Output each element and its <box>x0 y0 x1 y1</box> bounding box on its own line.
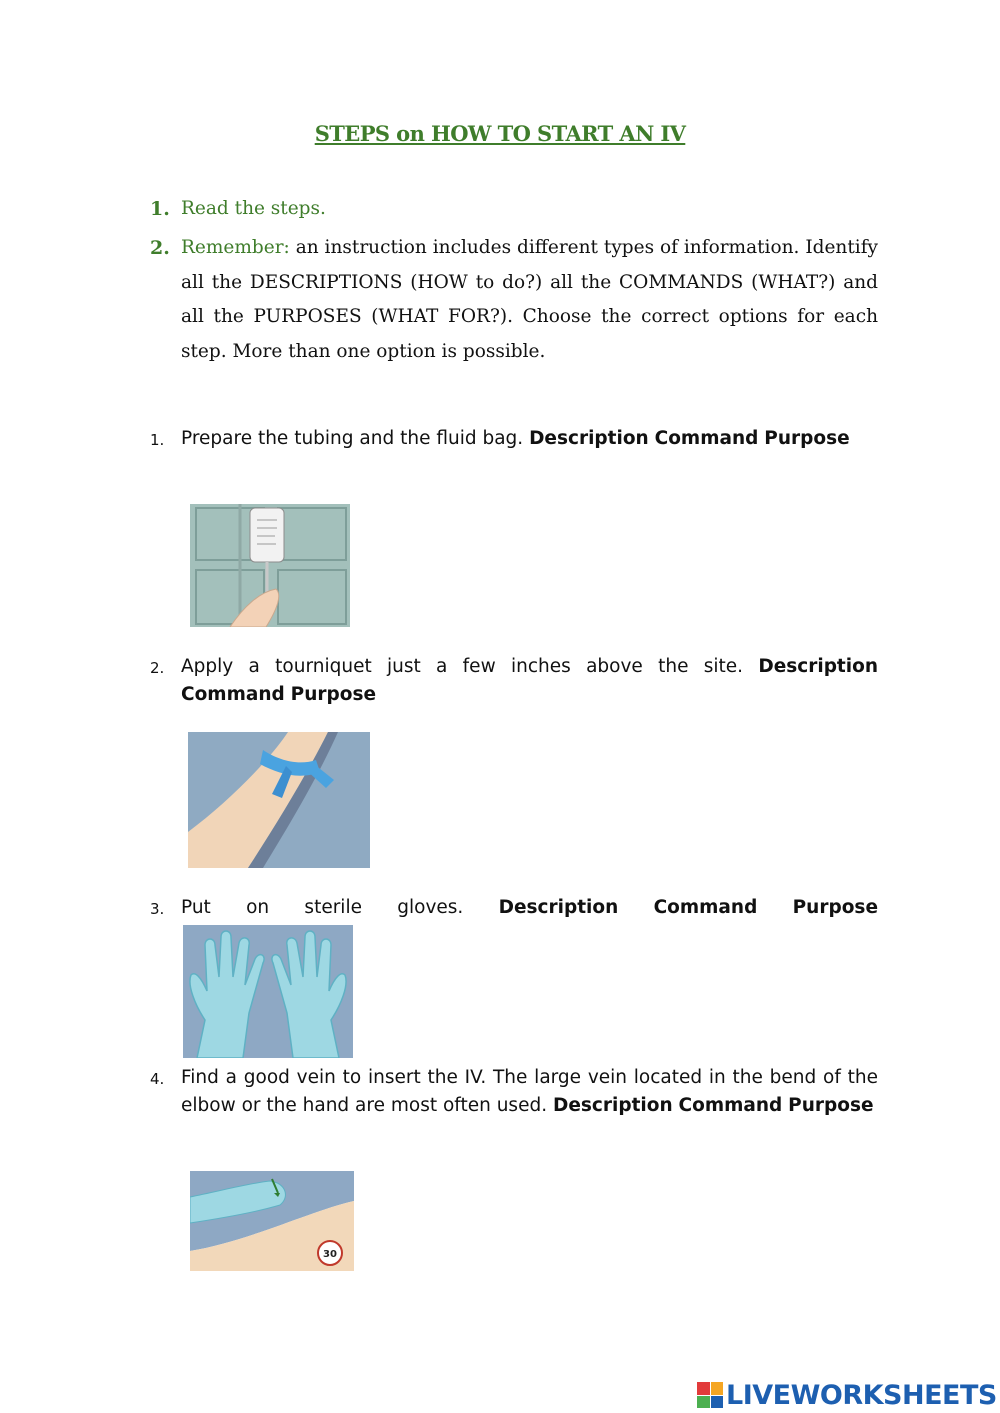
step-text: Prepare the tubing and the fluid bag. <box>181 428 524 449</box>
option-command[interactable]: Command <box>653 897 758 918</box>
iv-bag-image <box>190 504 350 627</box>
option-purpose[interactable]: Purpose <box>792 897 878 918</box>
logo-text: LIVEWORKSHEETS <box>726 1379 997 1411</box>
tourniquet-image <box>188 732 370 868</box>
step-number: 2. <box>150 659 165 677</box>
step-2 <box>150 653 878 709</box>
option-purpose[interactable]: Purpose <box>764 428 850 449</box>
instruction-number: 1. <box>150 198 170 220</box>
instruction-1 <box>150 192 878 227</box>
instruction-2 <box>150 231 878 369</box>
find-vein-image <box>190 1171 354 1271</box>
option-description[interactable]: Description <box>552 1095 673 1116</box>
step-number: 3. <box>150 900 165 918</box>
instruction-body: an instruction includes different types of information. Identify all the DESCRIPTIONS (HOW to do?) all the COMMANDS (WHAT?) and all the PURPOSES (WHAT FOR?). Choose the correct options for each step. More than one option is possible. <box>181 237 878 362</box>
option-purpose[interactable]: Purpose <box>788 1095 874 1116</box>
step-4 <box>150 1064 878 1120</box>
step-number: 1. <box>150 431 165 449</box>
step-text: Find a good vein to insert the IV. The large vein located in the bend of the elbow or the hand are most often used. <box>181 1067 878 1116</box>
option-command[interactable]: Command <box>181 684 285 705</box>
option-purpose[interactable]: Purpose <box>290 684 377 705</box>
option-description[interactable]: Description <box>529 428 649 449</box>
step-3 <box>150 894 878 922</box>
gloves-image <box>183 925 353 1058</box>
instruction-lead: Read the steps. <box>181 198 326 219</box>
step-text: Put on sterile gloves. <box>181 897 464 918</box>
page-title: STEPS on HOW TO START AN IV <box>314 121 686 146</box>
timer-badge-text: 30 <box>323 1249 337 1260</box>
liveworksheets-logo <box>697 1378 997 1412</box>
step-1 <box>150 425 878 453</box>
option-description[interactable]: Description <box>498 897 619 918</box>
logo-icon <box>697 1382 723 1408</box>
option-command[interactable]: Command <box>678 1095 783 1116</box>
instruction-lead: Remember: <box>181 237 290 258</box>
step-number: 4. <box>150 1070 165 1088</box>
instruction-number: 2. <box>150 237 170 259</box>
step-text: Apply a tourniquet just a few inches above the site. <box>181 656 744 677</box>
option-description[interactable]: Description <box>758 656 878 677</box>
option-command[interactable]: Command <box>654 428 759 449</box>
